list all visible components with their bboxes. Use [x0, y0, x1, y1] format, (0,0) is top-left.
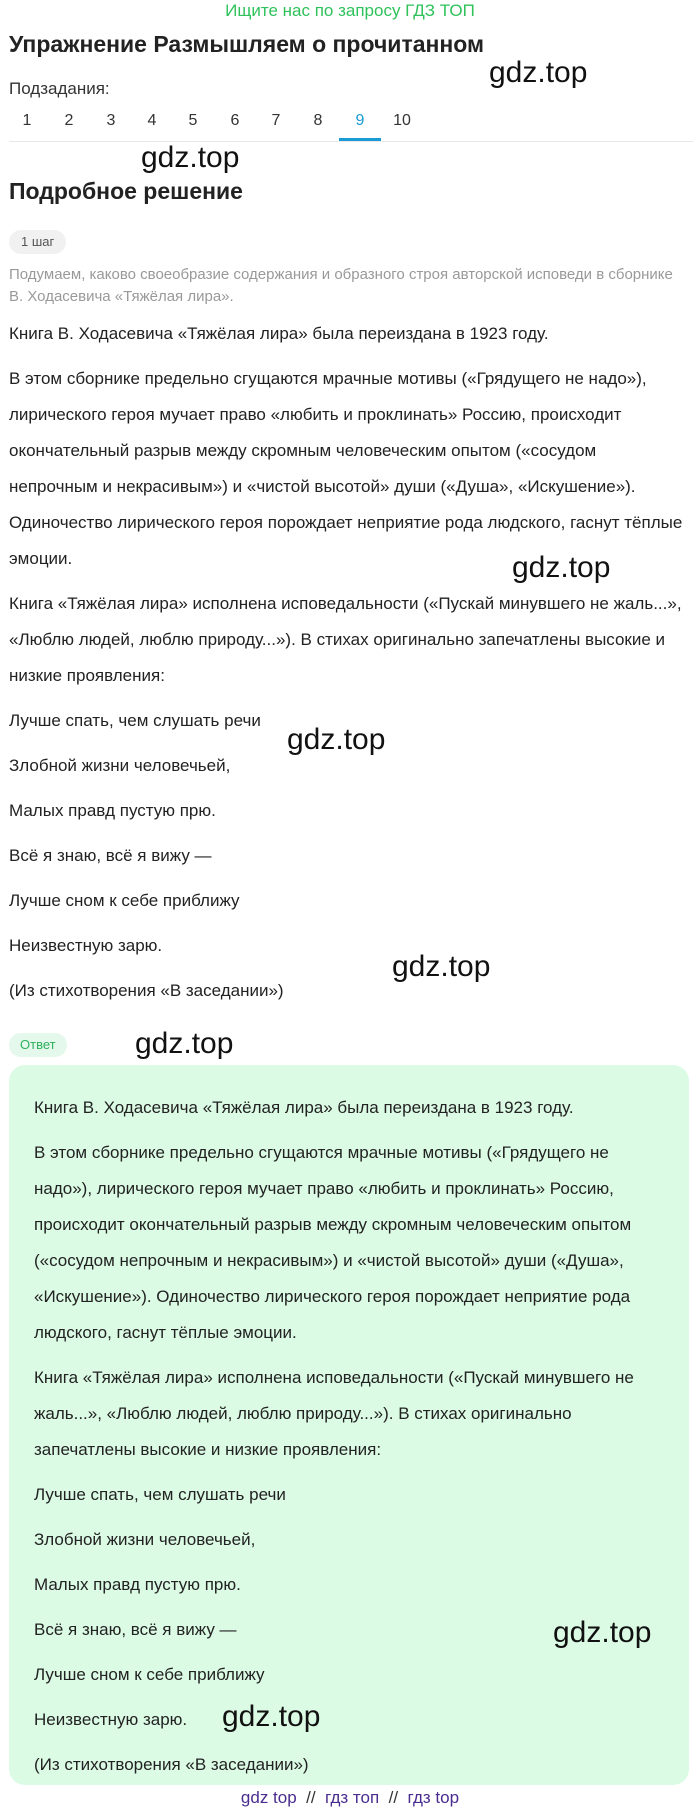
answer-badge: Ответ	[9, 1033, 67, 1057]
answer-poem-line: Малых правд пустую прю.	[34, 1575, 241, 1594]
tab-3[interactable]: 3	[106, 112, 116, 129]
poem-source: (Из стихотворения «В заседании»)	[9, 981, 284, 1000]
tab-6[interactable]: 6	[230, 112, 240, 129]
answer-poem-line: Неизвестную зарю.	[34, 1710, 188, 1729]
watermark: gdz.top	[512, 551, 611, 584]
poem-line: Малых правд пустую прю.	[9, 801, 216, 820]
section-title: Подробное решение	[9, 178, 243, 204]
search-banner: Ищите нас по запросу ГДЗ ТОП	[225, 1, 475, 20]
poem-line: Лучше сном к себе приближу	[9, 891, 240, 910]
answer-poem-line: Злобной жизни человечьей,	[34, 1530, 256, 1549]
watermark: gdz.top	[489, 56, 588, 89]
footer-separator: //	[388, 1788, 399, 1807]
subtasks-label: Подзадания:	[9, 79, 110, 98]
tab-7[interactable]: 7	[271, 112, 281, 129]
footer-separator: //	[306, 1788, 316, 1807]
tab-1[interactable]: 1	[22, 112, 32, 129]
tab-2[interactable]: 2	[64, 112, 74, 129]
answer-paragraph: В этом сборнике предельно сгущаются мрачные мотивы («Грядущего не надо»), лирического героя мучает право «любить и проклинать» Россию, происходит окончательный разрыв между скромным человеческим опытом («сосудом непрочным и некрасивым») и «чистой высотой» души («Душа», «Искушение»). Одиночество лирического героя порождает неприятие рода людского, гаснут тёплые эмоции.	[34, 1143, 632, 1342]
answer-poem-line: Лучше спать, чем слушать речи	[34, 1485, 286, 1504]
watermark: gdz.top	[392, 950, 491, 983]
poem-line: Всё я знаю, всё я вижу —	[9, 846, 212, 865]
watermark: gdz.top	[141, 141, 240, 174]
answer-box	[9, 1065, 689, 1785]
answer-poem-source: (Из стихотворения «В заседании»)	[34, 1755, 309, 1774]
tab-4[interactable]: 4	[147, 112, 157, 129]
subtask-tabs	[0, 105, 693, 141]
footer	[0, 1787, 700, 1809]
tab-9[interactable]: 9	[339, 105, 381, 141]
answer-poem-line: Лучше сном к себе приближу	[34, 1665, 265, 1684]
footer-link-gdz-top-mixed[interactable]: гдз top	[407, 1788, 460, 1807]
step-badge: 1 шаг	[9, 230, 66, 254]
watermark: gdz.top	[287, 723, 386, 756]
page-title: Упражнение Размышляем о прочитанном	[9, 31, 485, 57]
tab-8[interactable]: 8	[313, 112, 323, 129]
tab-5[interactable]: 5	[188, 112, 198, 129]
answer-poem-line: Всё я знаю, всё я вижу —	[34, 1620, 237, 1639]
solution-paragraph: Книга В. Ходасевича «Тяжёлая лира» была переиздана в 1923 году.	[9, 324, 549, 343]
footer-link-gdz-top[interactable]: gdz top	[240, 1788, 297, 1807]
answer-paragraph: Книга В. Ходасевича «Тяжёлая лира» была переиздана в 1923 году.	[34, 1098, 574, 1117]
poem-line: Злобной жизни человечьей,	[9, 756, 231, 775]
footer-link-gdz-top-ru[interactable]: гдз топ	[325, 1788, 380, 1807]
watermark: gdz.top	[553, 1616, 652, 1649]
solution-paragraph: В этом сборнике предельно сгущаются мрачные мотивы («Грядущего не надо»), лирического героя мучает право «любить и проклинать» Россию, происходит окончательный разрыв между скромным человеческим опытом («сосудом непрочным и некрасивым») и «чистой высотой» души («Душа», «Искушение»). Одиночество лирического героя порождает неприятие рода людского, гаснут тёплые эмоции.	[9, 369, 683, 568]
watermark: gdz.top	[222, 1700, 321, 1733]
tabs-divider	[9, 141, 693, 142]
watermark: gdz.top	[135, 1027, 234, 1060]
solution-text	[9, 316, 689, 1018]
hint-text: Подумаем, каково своеобразие содержания и образного строя авторской исповеди в сборнике В. Ходасевича «Тяжёлая лира».	[9, 266, 673, 305]
poem-line: Неизвестную зарю.	[9, 936, 163, 955]
poem-line: Лучше спать, чем слушать речи	[9, 711, 261, 730]
tab-10[interactable]: 10	[393, 112, 411, 129]
solution-paragraph: Книга «Тяжёлая лира» исполнена исповедальности («Пускай минувшего не жаль...», «Люблю людей, люблю природу...»). В стихах оригинально запечатлены высокие и низкие проявления:	[9, 594, 682, 685]
answer-paragraph: Книга «Тяжёлая лира» исполнена исповедальности («Пускай минувшего не жаль...», «Люблю людей, люблю природу...»). В стихах оригинально запечатлены высокие и низкие проявления:	[34, 1368, 634, 1459]
